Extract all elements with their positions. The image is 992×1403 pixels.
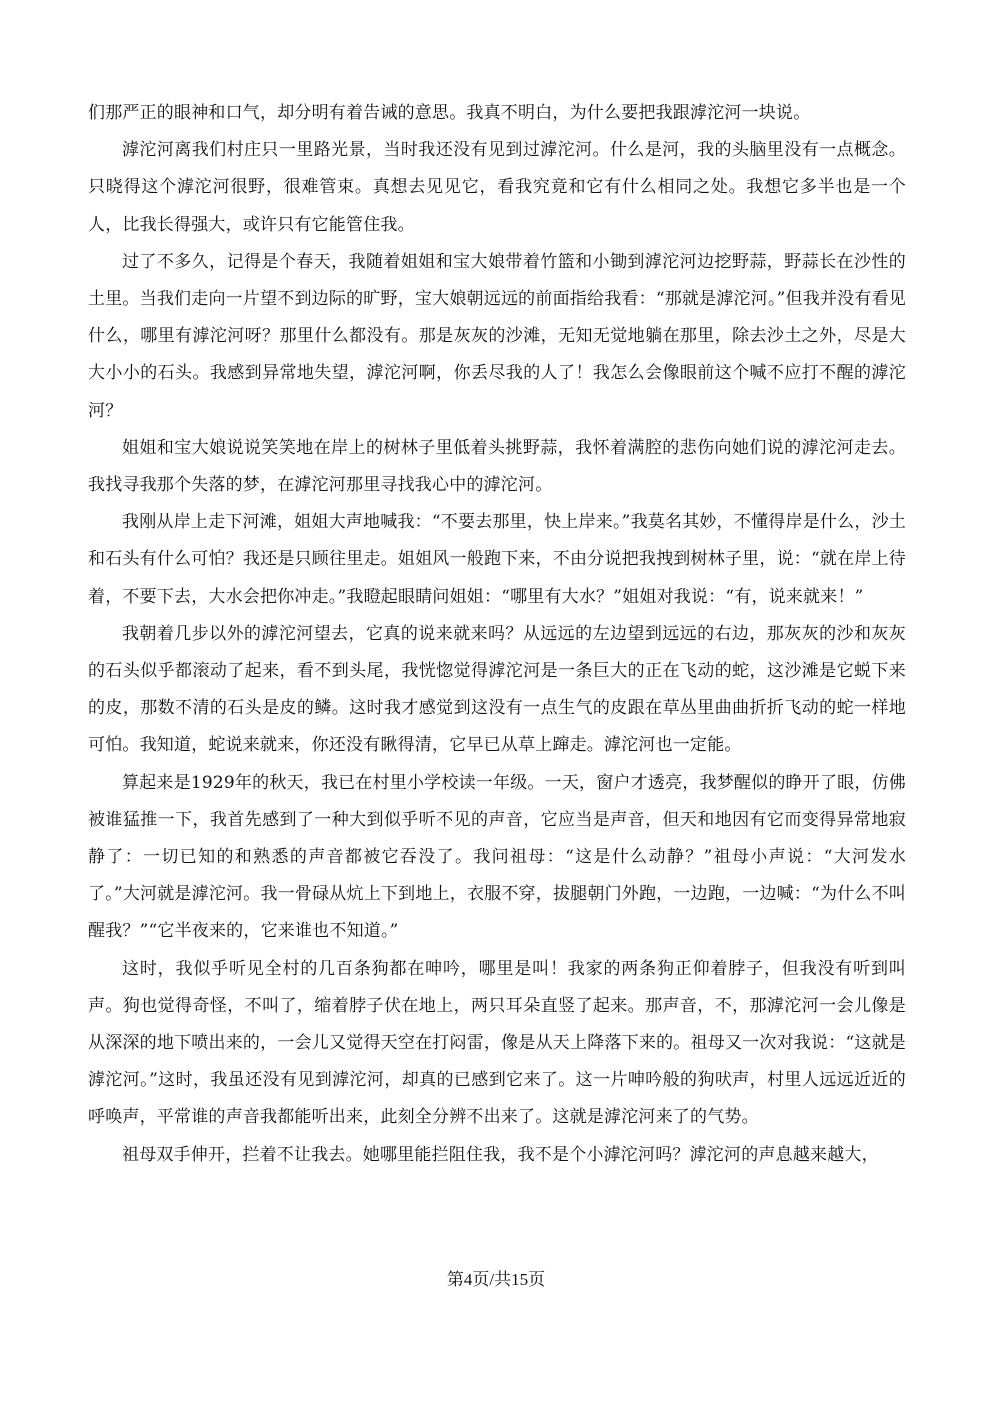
- paragraph: 我朝着几步以外的滹沱河望去，它真的说来就来吗？从远远的左边望到远远的右边，那灰灰的沙和灰灰的石头似乎都滚动了起来，看不到头尾，我恍惚觉得滹沱河是一条巨大的正在飞动的蛇，这沙滩是它蜕下来的皮，那数不清的石头是皮的鳞。这时我才感觉到这没有一点生气的皮跟在草丛里曲曲折折飞动的蛇一样地可怕。我知道，蛇说来就来，你还没有瞅得清，它早已从草上蹿走。滹沱河也一定能。: [88, 623, 906, 756]
- paragraph: 滹沱河离我们村庄只一里路光景，当时我还没有见到过滹沱河。什么是河，我的头脑里没有一点概念。只晓得这个滹沱河很野，很难管束。真想去见见它，看我究竟和它有什么相同之处。我想它多半也是一个人，比我长得强大，或许只有它能管住我。: [88, 140, 906, 235]
- document-body: [88, 95, 906, 1174]
- paragraph: 我刚从岸上走下河滩，姐姐大声地喊我：“不要去那里，快上岸来。”我莫名其妙，不懂得岸是什么，沙土和石头有什么可怕？我还是只顾往里走。姐姐风一般跑下来，不由分说把我拽到树林子里，说：“就在岸上待着，不要下去，大水会把你冲走。”我瞪起眼睛问姐姐：“哪里有大水？”姐姐对我说：“有，说来就来！”: [88, 512, 906, 607]
- paragraph-continued: 们那严正的眼神和口气，却分明有着告诫的意思。我真不明白，为什么要把我跟滹沱河一块说。: [88, 103, 811, 123]
- paragraph: 算起来是1929年的秋天，我已在村里小学校读一年级。一天，窗户才透亮，我梦醒似的睁开了眼，仿佛被谁猛推一下，我首先感到了一种大到似乎听不见的声音，它应当是声音，但天和地因有它而变得异常地寂静了：一切已知的和熟悉的声音都被它吞没了。我问祖母：“这是什么动静？”祖母小声说：“大河发水了。”大河就是滹沱河。我一骨碌从炕上下到地上，衣服不穿，拔腿朝门外跑，一边跑，一边喊：“为什么不叫醒我？”“它半夜来的，它来谁也不知道。”: [88, 772, 906, 942]
- paragraph: 祖母双手伸开，拦着不让我去。她哪里能拦阻住我，我不是个小滹沱河吗？滹沱河的声息越来越大，: [122, 1144, 879, 1165]
- paragraph: 这时，我似乎听见全村的几百条狗都在呻吟，哪里是叫！我家的两条狗正仰着脖子，但我没有听到叫声。狗也觉得奇怪，不叫了，缩着脖子伏在地上，两只耳朵直竖了起来。那声音，不，那滹沱河一会儿像是从深深的地下喷出来的，一会儿又觉得天空在打闷雷，像是从天上降落下来的。祖母又一次对我说：“这就是滹沱河。”这时，我虽还没有见到滹沱河，却真的已感到它来了。这一片呻吟般的狗吠声，村里人远远近近的呼唤声，平常谁的声音我都能听出来，此刻全分辨不出来了。这就是滹沱河来了的气势。: [88, 958, 906, 1128]
- paragraph: 姐姐和宝大娘说说笑笑地在岸上的树林子里低着头挑野蒜，我怀着满腔的悲伤向她们说的滹沱河走去。我找寻我那个失落的梦，在滹沱河那里寻找我心中的滹沱河。: [88, 437, 906, 496]
- page-number-footer: 第4页/共15页: [446, 1270, 546, 1289]
- paragraph: 过了不多久，记得是个春天，我随着姐姐和宝大娘带着竹篮和小锄到滹沱河边挖野蒜，野蒜长在沙性的土里。当我们走向一片望不到边际的旷野，宝大娘朝远远的前面指给我看：“那就是滹沱河。”但我并没有看见什么，哪里有滹沱河呀？那里什么都没有。那是灰灰的沙滩，无知无觉地躺在那里，除去沙土之外，尽是大大小小的石头。我感到异常地失望，滹沱河啊，你丢尽我的人了！我怎么会像眼前这个喊不应打不醒的滹沱河？: [88, 251, 906, 421]
